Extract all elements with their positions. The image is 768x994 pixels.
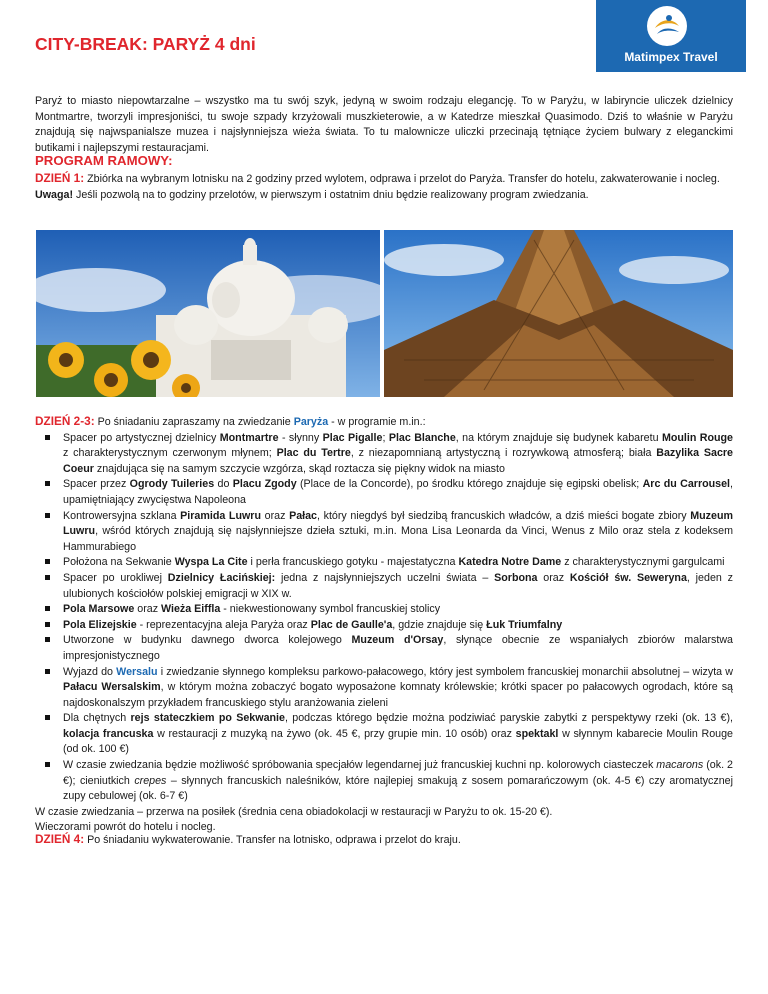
- list-item: Spacer przez Ogrody Tuileries do Placu Zgody (Place de la Concorde), po środku którego znajduje się egipski obelisk; Arc du Carrousel, upamiętniający zwycięstwa Napoleona: [35, 477, 733, 508]
- list-item: Położona na Sekwanie Wyspa La Cite i perła francuskiego gotyku - majestatyczna Katedra Notre Dame z charakterystycznymi gargulcami: [35, 555, 733, 571]
- intro-paragraph: Paryż to miasto niepowtarzalne – wszystko ma tu swój szyk, jedyną w swoim rodzaju elegancję. To w Paryżu, w labiryncie uliczek dzielnicy Montmartre, tworzyli impresjoniści, tu swoje szpady krzyżowali muszkieterowie, a w Katedrze mieszkał Quasimodo. Dziś to właśnie w Paryżu znajdują się najwspanialsze muzea i najsłynniejsza wieża świata. To tu malownicze uliczki przecinają tętniące życiem bulwary z eleganckimi butikami i najlepszymi restauracjami.: [35, 95, 733, 154]
- day23-list: [35, 431, 733, 805]
- list-item: Utworzone w budynku dawnego dworca kolejowego Muzeum d'Orsay, słynące obecnie ze wspaniałych zbiorów malarstwa impresjonistycznego: [35, 633, 733, 664]
- day1-text: Zbiórka na wybranym lotnisku na 2 godziny przed wylotem, odprawa i przelot do Paryża. Transfer do hotelu, zakwaterowanie i nocleg.: [84, 173, 720, 185]
- list-item: Dla chętnych rejs stateczkiem po Sekwanie, podczas którego będzie można podziwiać paryskie zabytki z perspektywy rzeki (ok. 13 €), kolacja francuska w restauracji z muzyką na żywo (ok. 45 €, przy grupie min. 10 osób) oraz spektakl w słynnym kabarecie Moulin Rouge (od ok. 100 €): [35, 711, 733, 758]
- day23-section: DZIEŃ 2-3: Po śniadaniu zapraszamy na zwiedzanie Paryża - w programie m.in.: Spacer po artystycznej dzielnicy Montmartre - słynny Plac Pigalle; Plac Blanche, na którym znajduje się budynek kabaretu Moulin Rouge z charakterystycznym czerwonym młynem; Plac du Tertre, z niezapomnianą artystyczną i rozrywkową atmosferą; biała Bazylika Sacre Coeur znajdująca się na samym szczycie wzgórza, skąd roztacza się piękny widok na miasto Spacer przez Ogrody Tuileries do Placu Zgody (Place de la Concorde), po środku którego znajduje się egipski obelisk; Arc du Carrousel, upamiętniający zwycięstwa Napoleona Kontrowersyjna szklana Piramida Luwru oraz Pałac, który niegdyś był siedzibą francuskich władców, a dziś mieści bogate zbiory Muzeum Luwru, wśród których znajdują się najsłynniejsze dzieła sztuki, m.in. Mona Lisa Leonarda da Vinci, Wenus z Milo oraz stela z kodeksem Hammurabiego Położona na Sekwanie Wyspa La Cite i perła francuskiego gotyku - majestatyczna Katedra Notre Dame z charakterystycznymi gargulcami Spacer po urokliwej Dzielnicy Łacińskiej: jedna z najsłynniejszych uczelni świata – Sorbona oraz Kościół św. Seweryna, jeden z ulubionych kościołów polskiej emigracji w XIX w. Pola Marsowe oraz Wieża Eiffla - niekwestionowany symbol francuskiej stolicy Pola Elizejskie - reprezentacyjna aleja Paryża oraz Plac de Gaulle'a, gdzie znajduje się Łuk Triumfalny Utworzone w budynku dawnego dworca kolejowego Muzeum d'Orsay, słynące obecnie ze wspaniałych zbiorów malarstwa impresjonistycznego Wyjazd do Wersalu i zwiedzanie słynnego kompleksu parkowo-pałacowego, który jest symbolem francuskiej monarchii absolutnej – wizyta w Pałacu Wersalskim, w którym można zobaczyć bogato wyposażone komnaty królewskie; krótki spacer po pałacowych ogrodach, które są najdoskonalszym przykładem francuskiego stylu aranżowania zieleni Dla chętnych rejs stateczkiem po Sekwanie, podczas którego będzie można podziwiać paryskie zabytki z perspektywy rzeki (ok. 13 €), kolacja francuska w restauracji z muzyką na żywo (ok. 45 €, przy grupie min. 10 osób) oraz spektakl w słynnym kabarecie Moulin Rouge (od ok. 100 €) W czasie zwiedzania będzie możliwość spróbowania specjałów legendarnej już francuskiej kuchni np. kolorowych ciasteczek macarons (ok. 2 €); cieniutkich crepes – słynnych francuskich naleśników, które najlepiej smakują z sosem pomarańczowym (ok. 4-5 €) czy aromatycznej zupy cebulowej (ok. 6-7 €) W czasie zwiedzania – przerwa na posiłek (średnia cena obiadokolacji w restauracji w Paryżu to ok. 15-20 €). Wieczorami powrót do hotelu i nocleg.: [35, 414, 733, 836]
- list-item: Wyjazd do Wersalu i zwiedzanie słynnego kompleksu parkowo-pałacowego, który jest symbolem francuskiej monarchii absolutnej – wizyta w Pałacu Wersalskim, w którym można zobaczyć bogato wyposażone komnaty królewskie; krótki spacer po pałacowych ogrodach, które są najdoskonalszym przykładem francuskiego stylu aranżowania zieleni: [35, 665, 733, 712]
- meal-note: W czasie zwiedzania – przerwa na posiłek (średnia cena obiadokolacji w restauracji w Paryżu to ok. 15-20 €).: [35, 805, 553, 818]
- list-item: Kontrowersyjna szklana Piramida Luwru oraz Pałac, który niegdyś był siedzibą francuskich władców, a dziś mieści bogate zbiory Muzeum Luwru, wśród których znajdują się najsłynniejsze dzieła sztuki, m.in. Mona Lisa Leonarda da Vinci, Wenus z Milo oraz stela z kodeksem Hammurabiego: [35, 509, 733, 556]
- list-item: Pola Elizejskie - reprezentacyjna aleja Paryża oraz Plac de Gaulle'a, gdzie znajduje się Łuk Triumfalny: [35, 618, 733, 634]
- city-name: Paryża: [293, 416, 329, 428]
- page-title: CITY-BREAK: PARYŻ 4 dni: [35, 34, 256, 54]
- day4-text: Po śniadaniu wykwaterowanie. Transfer na lotnisko, odprawa i przelot do kraju.: [84, 834, 461, 846]
- day1-label: DZIEŃ 1:: [35, 171, 85, 185]
- matimpex-logo: [596, 0, 746, 72]
- logo-text: Matimpex Travel: [624, 50, 718, 64]
- note-label: Uwaga!: [35, 188, 74, 201]
- logo-emblem-icon: [647, 6, 687, 46]
- list-item: Spacer po urokliwej Dzielnicy Łacińskiej: jedna z najsłynniejszych uczelni świata – Sorbona oraz Kościół św. Seweryna, jeden z ulubionych kościołów polskiej emigracji w XIX w.: [35, 571, 733, 602]
- list-item: W czasie zwiedzania będzie możliwość spróbowania specjałów legendarnej już francuskiej kuchni np. kolorowych ciasteczek macarons (ok. 2 €); cieniutkich crepes – słynnych francuskich naleśników, które najlepiej smakują z sosem pomarańczowym (ok. 4-5 €) czy aromatycznej zupy cebulowej (ok. 6-7 €): [35, 758, 733, 805]
- eiffel-tower-photo: [384, 230, 733, 397]
- program-heading: PROGRAM RAMOWY:: [35, 153, 173, 168]
- list-item: Spacer po artystycznej dzielnicy Montmartre - słynny Plac Pigalle; Plac Blanche, na którym znajduje się budynek kabaretu Moulin Rouge z charakterystycznym czerwonym młynem; Plac du Tertre, z niezapomnianą artystyczną i rozrywkową atmosferą; biała Bazylika Sacre Coeur znajdująca się na samym szczycie wzgórza, skąd roztacza się piękny widok na miasto: [35, 431, 733, 478]
- day23-label: DZIEŃ 2-3:: [35, 414, 95, 428]
- sacre-coeur-photo: [36, 230, 380, 397]
- day4-label: DZIEŃ 4:: [35, 832, 85, 846]
- day4-section: [35, 832, 733, 849]
- list-item: Pola Marsowe oraz Wieża Eiffla - niekwestionowany symbol francuskiej stolicy: [35, 602, 733, 618]
- day1-section: [35, 171, 733, 203]
- note-text: Jeśli pozwolą na to godziny przelotów, w pierwszym i ostatnim dniu będzie realizowany program zwiedzania.: [73, 188, 589, 201]
- evening-note: Wieczorami powrót do hotelu i nocleg.: [35, 821, 216, 834]
